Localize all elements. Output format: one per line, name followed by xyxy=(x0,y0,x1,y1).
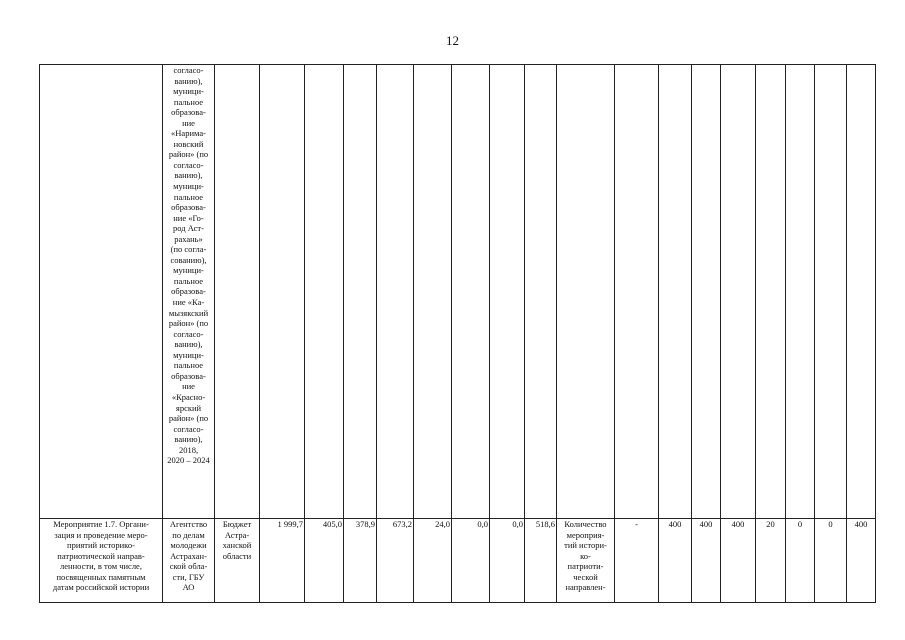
indicator-2018-cell: 400 xyxy=(659,519,692,603)
empty-cell xyxy=(260,65,305,519)
empty-cell xyxy=(377,65,414,519)
funding-2024-cell: 518,6 xyxy=(525,519,557,603)
empty-cell xyxy=(525,65,557,519)
funding-2023-cell: 0,0 xyxy=(490,519,525,603)
empty-cell xyxy=(786,65,815,519)
empty-cell xyxy=(615,65,659,519)
indicator-2023-cell: 0 xyxy=(815,519,847,603)
empty-cell xyxy=(659,65,692,519)
empty-cell xyxy=(692,65,721,519)
executors-cell-continued xyxy=(163,65,215,519)
funding-source-cell: Бюджет Астра- ханской области xyxy=(215,519,260,603)
funding-2022-cell: 0,0 xyxy=(452,519,490,603)
executor-cell: Агентство по делам молодежи Астрахан- ской обла- сти, ГБУ АО xyxy=(163,519,215,603)
funding-2018-cell: 405,0 xyxy=(305,519,344,603)
total-cell: 1 999,7 xyxy=(260,519,305,603)
empty-cell xyxy=(557,65,615,519)
empty-cell xyxy=(344,65,377,519)
funding-2020-cell: 673,2 xyxy=(377,519,414,603)
page-number: 12 xyxy=(446,33,459,48)
funding-2019-cell: 378,9 xyxy=(344,519,377,603)
event-cell-continued xyxy=(40,65,163,519)
funding-2021-cell: 24,0 xyxy=(414,519,452,603)
indicator-2022-cell: 0 xyxy=(786,519,815,603)
empty-cell xyxy=(847,65,876,519)
empty-cell xyxy=(305,65,344,519)
indicator-2021-cell: 20 xyxy=(756,519,786,603)
empty-cell xyxy=(215,65,260,519)
program-table xyxy=(39,64,876,603)
empty-cell xyxy=(490,65,525,519)
empty-cell xyxy=(452,65,490,519)
empty-cell xyxy=(756,65,786,519)
indicator-2019-cell: 400 xyxy=(692,519,721,603)
empty-cell xyxy=(815,65,847,519)
indicator-2024-cell: 400 xyxy=(847,519,876,603)
indicator-2020-cell: 400 xyxy=(721,519,756,603)
unit-cell: - xyxy=(615,519,659,603)
empty-cell xyxy=(414,65,452,519)
event-name-cell: Мероприятие 1.7. Органи- зация и проведение меро- приятий историко- патриотической направ- ленности, в том числе, посвященных памятным датам российской истории xyxy=(40,519,163,603)
indicator-cell: Количество мероприя- тий истори- ко- патриоти- ческой направлен- xyxy=(557,519,615,603)
table-row-continued xyxy=(40,65,876,519)
empty-cell xyxy=(721,65,756,519)
executors-lines: согласо- ванию), муници- пальное образова- ние «Нарима- новский район» (по согласо- ванию), муници- пальное образова- ние «Го- род Аст- рахань» (по согла- сованию), муници- пальное образова- ние «Ка- мызякский район» (по согласо- ванию), муници- пальное образова- ние «Красно- ярский район» (по согласо- ванию), 2018, 2020 – 2024 xyxy=(167,65,210,466)
table-row-event-1-7 xyxy=(40,519,876,603)
